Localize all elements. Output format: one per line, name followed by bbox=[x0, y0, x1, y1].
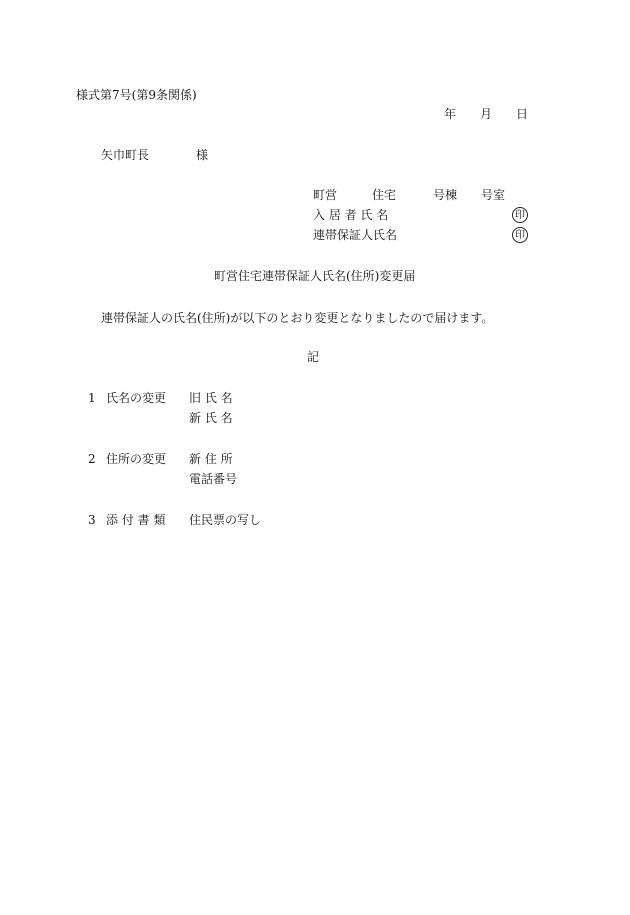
addressee-name: 矢巾町長 bbox=[101, 148, 150, 162]
item-2-number: 2 bbox=[88, 452, 96, 466]
resident-seal-icon: 印 bbox=[512, 207, 528, 223]
intro-text: 連帯保証人の氏名(住所)が以下のとおり変更となりましたので届けます。 bbox=[101, 311, 494, 325]
addressee-honorific: 様 bbox=[196, 148, 209, 162]
resident-name-label: 入 居 者 氏 名 bbox=[313, 208, 389, 222]
guarantor-seal-icon: 印 bbox=[512, 227, 528, 243]
item-3-number: 3 bbox=[88, 513, 96, 527]
applicant-room: 号室 bbox=[481, 188, 506, 202]
applicant-municipal: 町営 bbox=[313, 188, 338, 202]
item-2-label: 住所の変更 bbox=[106, 452, 167, 466]
form-number: 様式第7号(第9条関係) bbox=[76, 88, 197, 102]
item-2-field-1: 新 住 所 bbox=[189, 452, 233, 466]
date-month: 月 bbox=[480, 107, 493, 121]
guarantor-name-label: 連帯保証人氏名 bbox=[313, 228, 398, 242]
applicant-housing: 住宅 bbox=[372, 188, 397, 202]
date-year: 年 bbox=[444, 107, 457, 121]
item-1-field-1: 旧 氏 名 bbox=[189, 391, 233, 405]
item-3-field-1: 住民票の写し bbox=[189, 513, 262, 527]
item-2-field-2: 電話番号 bbox=[189, 472, 238, 486]
document-title: 町営住宅連帯保証人氏名(住所)変更届 bbox=[214, 269, 416, 283]
date-day: 日 bbox=[516, 107, 529, 121]
item-1-label: 氏名の変更 bbox=[106, 391, 167, 405]
ki-heading: 記 bbox=[307, 350, 320, 364]
item-1-number: 1 bbox=[88, 391, 96, 405]
item-1-field-2: 新 氏 名 bbox=[189, 411, 233, 425]
item-3-label: 添 付 書 類 bbox=[106, 513, 166, 527]
applicant-building: 号棟 bbox=[433, 188, 458, 202]
